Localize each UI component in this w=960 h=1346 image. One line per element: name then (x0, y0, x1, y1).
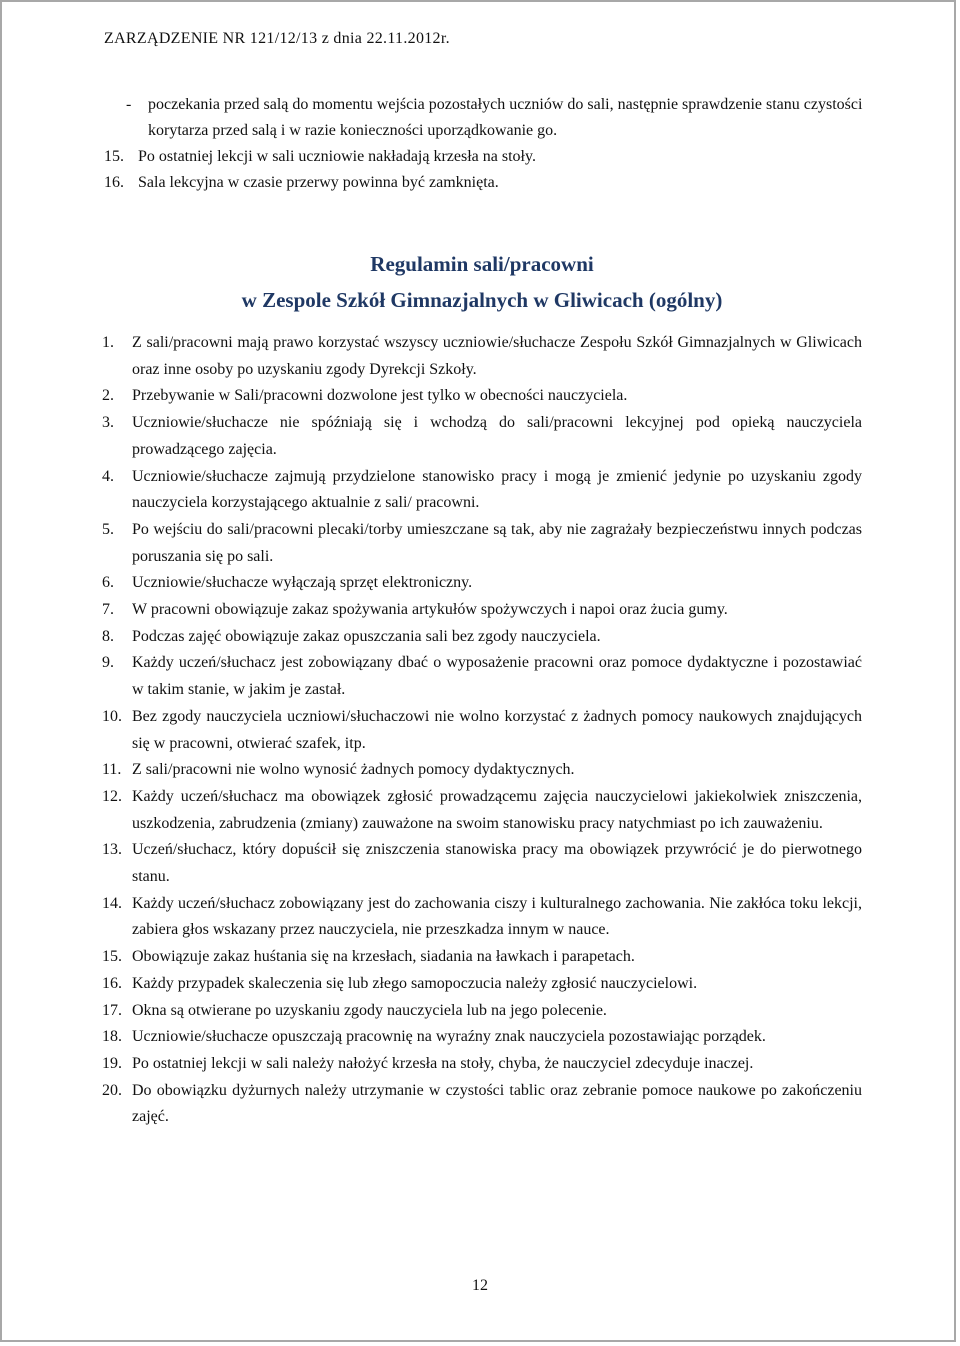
rule-number: 8. (102, 627, 114, 645)
title-line-1: Regulamin sali/pracowni (370, 252, 594, 276)
rule-text: Do obowiązku dyżurnych należy utrzymanie w czystości tablic oraz zebranie pomoce naukowe po zakończeniu zajęć. (132, 1081, 862, 1126)
rule-item (102, 1051, 862, 1078)
list-item (104, 144, 866, 170)
rule-number: 9. (102, 654, 114, 672)
rule-number: 7. (102, 601, 114, 619)
rule-number: 13. (102, 841, 122, 859)
rule-number: 12. (102, 787, 122, 805)
rule-item (102, 944, 862, 971)
rule-item (102, 410, 862, 463)
rule-text: Każdy przypadek skaleczenia się lub złego samopoczucia należy zgłosić nauczycielowi. (132, 974, 698, 992)
rule-text: Podczas zajęć obowiązuje zakaz opuszczania sali bez zgody nauczyciela. (132, 627, 601, 645)
rule-text: W pracowni obowiązuje zakaz spożywania artykułów spożywczych i napoi oraz żucia gumy. (132, 601, 728, 619)
rule-item (102, 464, 862, 517)
list-marker: 15. (104, 148, 124, 165)
rule-number: 16. (102, 974, 122, 992)
rule-item (102, 517, 862, 570)
rule-item (102, 1024, 862, 1051)
rules-list (102, 330, 862, 1131)
title-line-2: w Zespole Szkół Gimnazjalnych w Gliwicach (ogólny) (241, 288, 723, 312)
rule-number: 15. (102, 948, 122, 966)
rule-number: 4. (102, 467, 114, 485)
rule-item (102, 330, 862, 383)
rule-item (102, 784, 862, 837)
rule-text: Bez zgody nauczyciela uczniowi/słuchaczowi nie wolno korzystać z żadnych pomocy naukowych znajdujących się w pracowni, otwierać szafek, itp. (132, 707, 862, 752)
previous-section-continuation (104, 92, 866, 196)
rule-item (102, 891, 862, 944)
rule-text: Uczniowie/słuchacze nie spóźniają się i wchodzą do sali/pracowni lekcyjnej pod opieką nauczyciela prowadzącego zajęcia. (132, 414, 862, 458)
rule-number: 20. (102, 1081, 122, 1099)
rule-item (102, 570, 862, 597)
rule-number: 17. (102, 1001, 122, 1019)
rule-number: 2. (102, 387, 114, 405)
rule-item (102, 650, 862, 703)
rule-item (102, 597, 862, 624)
list-item (126, 92, 866, 144)
rule-item (102, 624, 862, 651)
rule-item (102, 971, 862, 998)
rule-text: Po ostatniej lekcji w sali należy nałożyć krzesła na stoły, chyba, że nauczyciel zdecyduje inaczej. (132, 1054, 754, 1072)
rule-text: Każdy uczeń/słuchacz zobowiązany jest do zachowania ciszy i kulturalnego zachowania. Nie zakłóca toku lekcji, zabiera głos wskazany przez nauczyciela, nie przeszkadza innym w nauce. (132, 894, 862, 939)
rule-item (102, 704, 862, 757)
rule-number: 1. (102, 334, 114, 351)
regulation-title (102, 246, 862, 318)
rule-text: Uczeń/słuchacz, który dopuścił się zniszczenia stanowiska pracy ma obowiązek przywrócić je do pierwotnego stanu. (132, 841, 862, 886)
rule-text: Z sali/pracowni nie wolno wynosić żadnych pomocy dydaktycznych. (132, 761, 575, 779)
rule-number: 6. (102, 574, 114, 592)
list-marker: 16. (104, 174, 124, 191)
rule-text: Uczniowie/słuchacze wyłączają sprzęt elektroniczny. (132, 574, 473, 592)
rule-number: 18. (102, 1028, 122, 1046)
rule-number: 19. (102, 1054, 122, 1072)
list-item (104, 170, 866, 196)
list-marker: - (126, 96, 132, 113)
rule-text: Każdy uczeń/słuchacz ma obowiązek zgłosić prowadzącemu zajęcia nauczycielowi jakiekolwiek zniszczenia, uszkodzenia, zabrudzenia (zmiany) zauważone na swoim stanowisku pracy natychmiast po ich zauważeniu. (132, 787, 862, 832)
rule-text: Każdy uczeń/słuchacz jest zobowiązany dbać o wyposażenie pracowni oraz pomoce dydaktyczne i pozostawiać w takim stanie, w jakim je zastał. (132, 654, 862, 699)
rule-text: Z sali/pracowni mają prawo korzystać wszyscy uczniowie/słuchacze Zespołu Szkół Gimnazjalnych w Gliwicach oraz inne osoby po uzyskaniu zgody Dyrekcji Szkoły. (132, 334, 862, 378)
rule-item (102, 837, 862, 890)
page-number: 12 (472, 1277, 488, 1294)
rule-item (102, 757, 862, 784)
rule-text: Okna są otwierane po uzyskaniu zgody nauczyciela lub na jego polecenie. (132, 1001, 607, 1019)
list-item-text: Sala lekcyjna w czasie przerwy powinna być zamknięta. (138, 174, 499, 191)
rule-text: Po wejściu do sali/pracowni plecaki/torby umieszczane są tak, aby nie zagrażały bezpieczeństwu innych podczas poruszania się po sali. (132, 520, 862, 565)
rule-text: Uczniowie/słuchacze zajmują przydzielone stanowisko pracy i mogą je zmienić jedynie po uzyskaniu zgody nauczyciela korzystającego aktualnie z sali/ pracowni. (132, 467, 862, 512)
rule-text: Przebywanie w Sali/pracowni dozwolone jest tylko w obecności nauczyciela. (132, 387, 628, 405)
rule-number: 3. (102, 414, 114, 432)
list-item-text: poczekania przed salą do momentu wejścia pozostałych uczniów do sali, następnie sprawdzenie stanu czystości korytarza przed salą i w razie konieczności uporządkowanie go. (148, 96, 863, 139)
rule-text: Obowiązuje zakaz huśtania się na krzesłach, siadania na ławkach i parapetach. (132, 948, 635, 966)
rule-number: 14. (102, 894, 122, 912)
list-item-text: Po ostatniej lekcji w sali uczniowie nakładają krzesła na stoły. (138, 148, 536, 165)
rule-item (102, 383, 862, 410)
rule-item (102, 998, 862, 1025)
rule-item (102, 1078, 862, 1131)
document-header: ZARZĄDZENIE NR 121/12/13 z dnia 22.11.2012r. (104, 30, 450, 47)
rule-number: 5. (102, 520, 114, 538)
rule-number: 11. (102, 761, 122, 779)
rule-text: Uczniowie/słuchacze opuszczają pracownię na wyraźny znak nauczyciela pozostawiając porządek. (132, 1028, 766, 1046)
rule-number: 10. (102, 707, 122, 725)
